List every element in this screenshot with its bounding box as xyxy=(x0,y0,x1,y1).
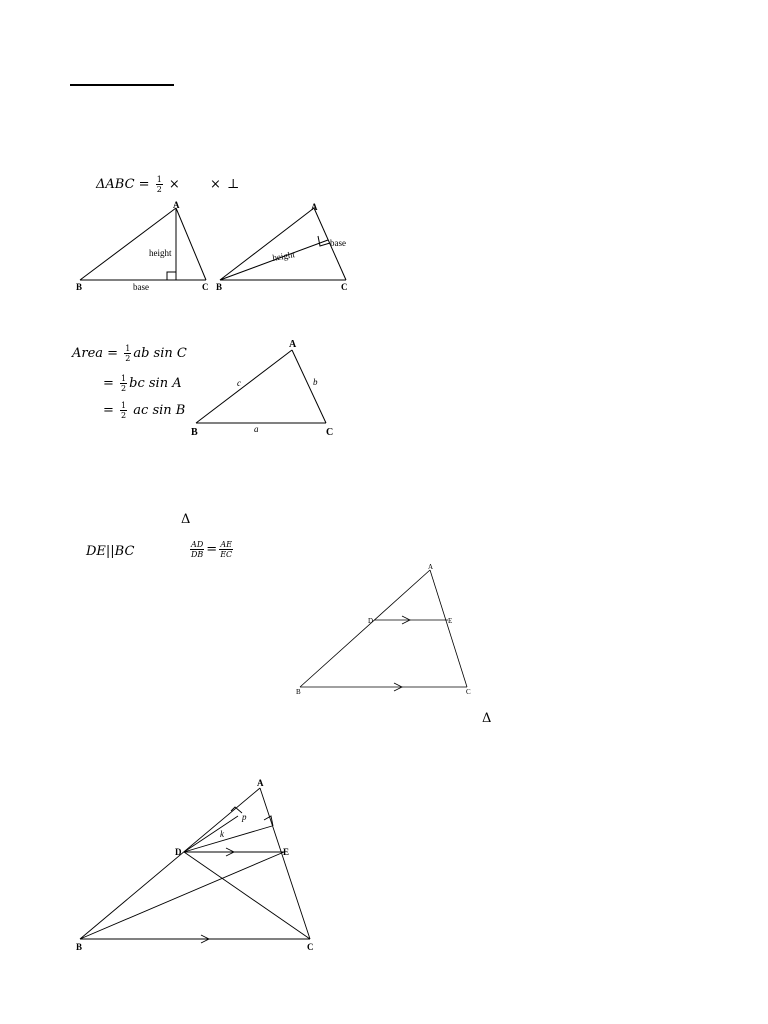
fraction-denominator: DB xyxy=(191,550,204,559)
length-label-p: p xyxy=(242,812,247,822)
triangle-figure-proof xyxy=(74,774,334,956)
side-label-c: c xyxy=(237,378,241,388)
parallel-condition: DE||BC xyxy=(86,544,135,559)
area-formula-line-2 xyxy=(103,374,182,393)
area-formula-line-3 xyxy=(103,401,185,420)
point-label-d: D xyxy=(368,617,374,625)
area-term: ac sin B xyxy=(133,403,186,418)
base-label: base xyxy=(330,238,346,248)
fraction-numerator: 1 xyxy=(156,175,162,184)
ratio-ad-db xyxy=(190,540,204,559)
perpendicular-symbol: ⊥ xyxy=(227,177,240,192)
vertex-label-a: A xyxy=(257,778,264,788)
point-label-e: E xyxy=(283,847,290,857)
vertex-label-a: A xyxy=(289,339,297,350)
vertex-label-a: A xyxy=(173,200,180,210)
vertex-label-c: C xyxy=(341,282,348,292)
formula-fraction xyxy=(120,401,127,420)
fraction-denominator: EC xyxy=(220,550,233,559)
vertex-label-b: B xyxy=(76,282,83,292)
height-label: height xyxy=(149,248,172,258)
point-label-e: E xyxy=(448,617,453,625)
fraction-denominator: 2 xyxy=(121,411,127,420)
area-lhs: Area = xyxy=(72,346,119,361)
triangle-figure-altitude-from-b xyxy=(212,196,372,296)
equals-sign: = xyxy=(206,542,218,557)
fraction-numerator: AD xyxy=(191,540,204,549)
times-symbol: × xyxy=(209,177,221,192)
fraction-denominator: 2 xyxy=(156,185,162,194)
vertex-label-a: A xyxy=(428,563,434,571)
vertex-label-b: B xyxy=(296,688,301,696)
formula-fraction xyxy=(124,344,131,363)
vertex-label-c: C xyxy=(466,688,471,696)
fraction-numerator: 1 xyxy=(121,401,127,410)
vertex-label-a: A xyxy=(311,202,318,212)
height-label: height xyxy=(271,249,296,263)
formula-lhs: ΔABC = xyxy=(96,177,150,192)
vertex-label-c: C xyxy=(326,427,334,438)
fraction-numerator: 1 xyxy=(121,374,127,383)
vertex-label-b: B xyxy=(216,282,223,292)
vertex-label-c: C xyxy=(307,942,314,952)
point-label-d: D xyxy=(175,847,182,857)
triangle-figure-sides xyxy=(186,334,346,444)
triangle-area-formula xyxy=(96,175,239,194)
base-label: base xyxy=(133,282,149,292)
fraction-denominator: 2 xyxy=(121,384,127,393)
side-label-b: b xyxy=(313,377,318,387)
triangle-figure-altitude-inside xyxy=(72,196,222,296)
formula-fraction xyxy=(156,175,163,194)
vertex-label-b: B xyxy=(191,427,198,438)
ratio-equation xyxy=(188,540,235,559)
vertex-label-c: C xyxy=(202,282,209,292)
area-term: bc sin A xyxy=(129,376,182,391)
triangle-figure-parallel-line xyxy=(292,560,482,700)
fraction-numerator: AE xyxy=(220,540,232,549)
formula-fraction xyxy=(120,374,127,393)
heading-underline xyxy=(70,84,174,86)
length-label-k: k xyxy=(220,829,224,839)
fraction-numerator: 1 xyxy=(125,344,131,353)
side-label-a: a xyxy=(254,424,259,434)
times-symbol: × xyxy=(168,177,180,192)
fraction-denominator: 2 xyxy=(125,354,131,363)
area-formula-line-1 xyxy=(72,344,187,363)
area-term: ab sin C xyxy=(133,346,187,361)
delta-symbol: Δ xyxy=(181,512,191,527)
equals-sign: = xyxy=(103,376,114,391)
delta-symbol: Δ xyxy=(482,711,492,726)
equals-sign: = xyxy=(103,403,114,418)
ratio-ae-ec xyxy=(219,540,233,559)
vertex-label-b: B xyxy=(76,942,83,952)
